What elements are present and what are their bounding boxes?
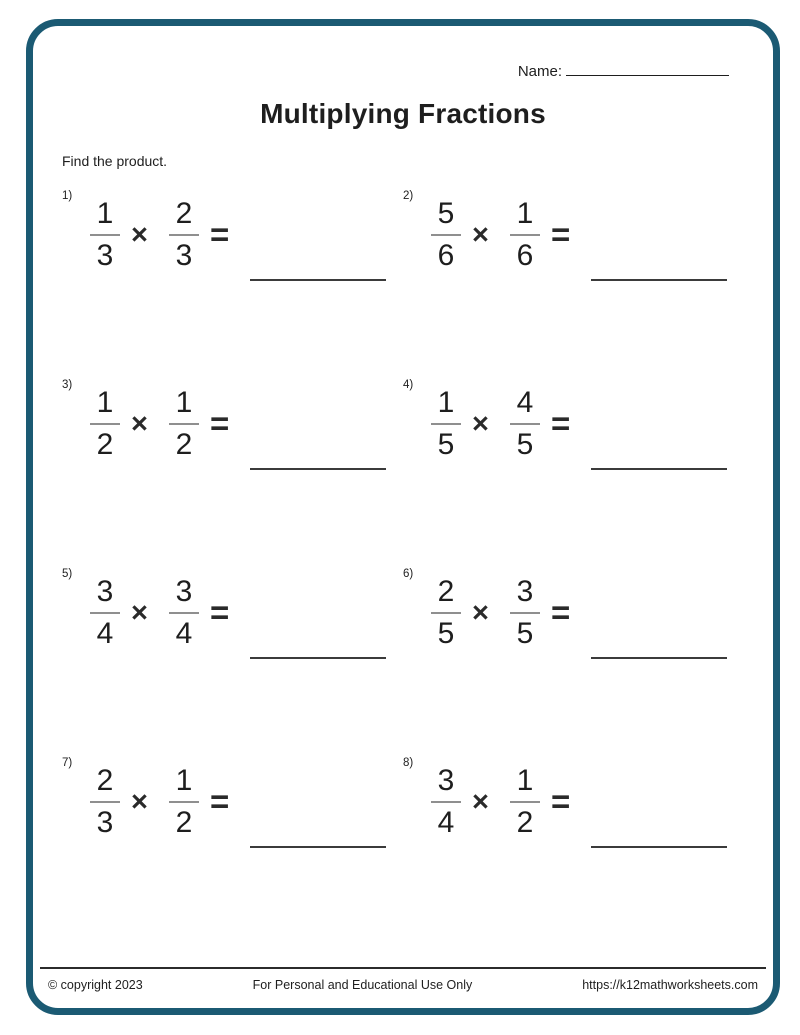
problem-number: 4): [403, 379, 414, 391]
fraction-bar: [90, 423, 120, 425]
fraction-denominator: 6: [437, 239, 455, 272]
site-url[interactable]: https://k12mathworksheets.com: [582, 978, 758, 992]
multiply-icon: ×: [472, 407, 489, 440]
problems-grid: [33, 189, 773, 945]
problem-5: [62, 567, 403, 659]
problem-number: 2): [403, 190, 414, 202]
multiply-icon: ×: [131, 407, 148, 440]
problem-number: 1): [62, 190, 73, 202]
fraction-bar: [431, 423, 461, 425]
answer-blank[interactable]: [250, 657, 386, 659]
fraction-bar: [431, 801, 461, 803]
fraction-denominator: 4: [175, 617, 193, 650]
fraction-bar: [510, 801, 540, 803]
worksheet-page: [26, 19, 780, 1015]
problem-8: [403, 756, 743, 848]
fraction-denominator: 2: [516, 806, 534, 839]
fraction-numerator: 1: [516, 764, 534, 797]
equals-sign: =: [550, 405, 571, 442]
fraction-denominator: 2: [96, 428, 114, 461]
fraction-bar: [90, 234, 120, 236]
fraction-numerator: 1: [175, 764, 193, 797]
fraction-bar: [431, 612, 461, 614]
answer-blank[interactable]: [591, 657, 727, 659]
multiply-icon: ×: [131, 218, 148, 251]
fraction-denominator: 5: [437, 428, 455, 461]
fraction-numerator: 1: [175, 386, 193, 419]
problem-number: 5): [62, 568, 73, 580]
fraction: [431, 576, 461, 650]
fraction-denominator: 2: [175, 428, 193, 461]
problem-number: 3): [62, 379, 73, 391]
equals-sign: =: [209, 216, 230, 253]
fraction: [90, 765, 120, 839]
multiply-icon: ×: [472, 785, 489, 818]
fraction-numerator: 2: [175, 197, 193, 230]
fraction-denominator: 3: [96, 239, 114, 272]
answer-blank[interactable]: [591, 279, 727, 281]
fraction: [510, 765, 540, 839]
fraction-denominator: 3: [96, 806, 114, 839]
multiply-icon: ×: [472, 596, 489, 629]
fraction: [169, 387, 199, 461]
fraction: [431, 765, 461, 839]
equals-sign: =: [550, 594, 571, 631]
fraction-numerator: 1: [96, 197, 114, 230]
fraction-numerator: 3: [96, 575, 114, 608]
fraction-bar: [90, 612, 120, 614]
fraction: [510, 576, 540, 650]
multiply-icon: ×: [472, 218, 489, 251]
fraction-numerator: 3: [437, 764, 455, 797]
fraction-denominator: 4: [437, 806, 455, 839]
fraction-denominator: 2: [175, 806, 193, 839]
multiply-icon: ×: [131, 596, 148, 629]
fraction-numerator: 2: [96, 764, 114, 797]
fraction-denominator: 5: [437, 617, 455, 650]
fraction: [90, 198, 120, 272]
equals-sign: =: [550, 216, 571, 253]
fraction: [169, 576, 199, 650]
answer-blank[interactable]: [591, 846, 727, 848]
answer-blank[interactable]: [250, 468, 386, 470]
problem-2: [403, 189, 743, 281]
fraction-numerator: 1: [516, 197, 534, 230]
fraction: [90, 576, 120, 650]
fraction-bar: [431, 234, 461, 236]
fraction-numerator: 4: [516, 386, 534, 419]
problem-4: [403, 378, 743, 470]
fraction-numerator: 1: [96, 386, 114, 419]
fraction: [431, 387, 461, 461]
answer-blank[interactable]: [250, 279, 386, 281]
fraction: [90, 387, 120, 461]
fraction: [169, 198, 199, 272]
fraction-denominator: 5: [516, 617, 534, 650]
fraction-bar: [510, 612, 540, 614]
problem-number: 7): [62, 757, 73, 769]
equals-sign: =: [550, 783, 571, 820]
fraction-bar: [510, 423, 540, 425]
answer-blank[interactable]: [250, 846, 386, 848]
fraction-bar: [510, 234, 540, 236]
page-title: Multiplying Fractions: [260, 98, 546, 129]
fraction: [510, 198, 540, 272]
problem-6: [403, 567, 743, 659]
copyright-text: © copyright 2023: [48, 978, 143, 992]
footer: [40, 967, 766, 992]
problem-number: 6): [403, 568, 414, 580]
fraction: [510, 387, 540, 461]
fraction-numerator: 5: [437, 197, 455, 230]
fraction-denominator: 5: [516, 428, 534, 461]
answer-blank[interactable]: [591, 468, 727, 470]
multiply-icon: ×: [131, 785, 148, 818]
fraction-bar: [169, 234, 199, 236]
fraction: [431, 198, 461, 272]
problem-number: 8): [403, 757, 414, 769]
equals-sign: =: [209, 594, 230, 631]
fraction-denominator: 6: [516, 239, 534, 272]
problem-3: [62, 378, 403, 470]
fraction-numerator: 2: [437, 575, 455, 608]
fraction: [169, 765, 199, 839]
fraction-denominator: 3: [175, 239, 193, 272]
fraction-bar: [169, 423, 199, 425]
fraction-bar: [169, 612, 199, 614]
problem-7: [62, 756, 403, 848]
name-row: [33, 62, 773, 80]
instruction-text: Find the product.: [62, 153, 168, 169]
equals-sign: =: [209, 783, 230, 820]
fraction-numerator: 1: [437, 386, 455, 419]
fraction-denominator: 4: [96, 617, 114, 650]
fraction-bar: [169, 801, 199, 803]
usage-text: For Personal and Educational Use Only: [252, 978, 473, 992]
fraction-numerator: 3: [516, 575, 534, 608]
equals-sign: =: [209, 405, 230, 442]
fraction-bar: [90, 801, 120, 803]
fraction-numerator: 3: [175, 575, 193, 608]
name-label: Name:: [517, 63, 562, 80]
problem-1: [62, 189, 403, 281]
name-blank[interactable]: [566, 62, 729, 76]
